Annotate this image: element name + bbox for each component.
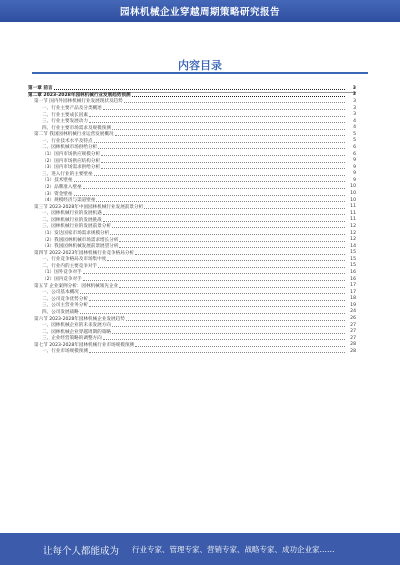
toc-entry[interactable]	[28, 171, 356, 178]
toc-entry[interactable]	[28, 276, 356, 283]
toc-entry-page: 10	[350, 184, 356, 190]
toc-leader-dots	[98, 145, 345, 149]
toc-entry-label: 第六节 2023-2028年园林机械企业发展趋势	[34, 316, 125, 322]
toc-entry-label: 第二章 2023-2028年园林机械行业发展趋势预测	[28, 92, 131, 98]
toc-entry-label: 一、行业竞争格局及市场集中度	[42, 257, 107, 263]
toc-entry-page: 18	[350, 296, 356, 302]
toc-entry[interactable]	[28, 342, 356, 349]
toc-entry-label: （1）技术壁垒	[42, 178, 73, 184]
toc-entry-page: 3	[352, 85, 356, 91]
toc-entry-page: 15	[350, 263, 356, 269]
toc-leader-dots	[89, 303, 345, 307]
toc-entry-label: 二、园林机械行业的发展挑战	[42, 217, 102, 223]
toc-entry-label: 第三节 2023-2028年中国园林机械行业发展前景分析	[34, 204, 144, 210]
toc-entry-page: 15	[350, 250, 356, 256]
toc-leader-dots	[94, 172, 345, 176]
toc-leader-dots	[83, 185, 345, 189]
toc-entry-page: 14	[350, 243, 356, 249]
toc-entry-page: 15	[350, 256, 356, 262]
toc-entry-label: （1）国内市场供应规模分析	[42, 152, 101, 158]
toc-entry-page: 28	[350, 348, 356, 354]
toc-entry-label: 四、公司发展战略	[42, 309, 79, 315]
toc-entry-page: 27	[350, 335, 356, 341]
toc-entry-label: 第二节 我国园林机械行业运营发展概况	[34, 132, 114, 138]
toc-leader-dots	[144, 205, 345, 209]
toc-entry-label: 第一章 前言	[28, 86, 53, 92]
toc-entry[interactable]	[28, 157, 356, 164]
title-divider	[32, 72, 368, 74]
toc-leader-dots	[103, 106, 345, 110]
toc-leader-dots	[107, 257, 345, 261]
toc-entry-label: （2）品牌准入壁垒	[42, 184, 82, 190]
toc-entry[interactable]	[28, 348, 356, 355]
toc-leader-dots	[101, 165, 345, 169]
toc-entry-label: 一、行业主要产品及分类概述	[42, 106, 102, 112]
toc-leader-dots	[112, 323, 345, 327]
toc-leader-dots	[119, 244, 345, 248]
toc-entry-page: 16	[350, 269, 356, 275]
toc-leader-dots	[103, 336, 345, 340]
toc-entry-label: （3）国内市场需求供给分析	[42, 165, 101, 171]
toc-entry-page: 6	[353, 144, 356, 150]
toc-entry-label: 三、园林机械行业的发展前景分析	[42, 224, 111, 230]
toc-entry[interactable]	[28, 177, 356, 184]
toc-entry-label: （4）规模经济与渠道壁垒	[42, 198, 96, 204]
toc-entry-page: 12	[350, 223, 356, 229]
toc-entry-page: 28	[350, 342, 356, 348]
toc-entry-label: （2）我国园林机械市场需求增长分析	[42, 237, 119, 243]
toc-entry-page: 9	[353, 158, 356, 164]
toc-leader-dots	[119, 284, 345, 288]
toc-entry-page: 19	[350, 302, 356, 308]
toc-entry[interactable]	[28, 197, 356, 204]
toc-entry-page: 12	[350, 237, 356, 243]
toc-entry[interactable]	[28, 105, 356, 112]
table-of-contents	[28, 85, 356, 355]
toc-leader-dots	[98, 264, 345, 268]
toc-entry-page: 4	[353, 125, 356, 131]
toc-entry[interactable]	[28, 124, 356, 131]
toc-entry[interactable]	[28, 138, 356, 145]
toc-entry[interactable]	[28, 282, 356, 289]
toc-entry[interactable]	[28, 289, 356, 296]
toc-entry-page: 11	[350, 217, 356, 223]
toc-entry-label: 二、园林机械企业穿越周期的策略	[42, 329, 111, 335]
toc-entry[interactable]	[28, 190, 356, 197]
toc-entry[interactable]	[28, 144, 356, 151]
toc-entry-label: （1）国外竞争对手	[42, 270, 82, 276]
toc-entry-label: 第四节 2022-2023年园林机械行业竞争格局分析	[34, 250, 135, 256]
toc-leader-dots	[112, 224, 345, 228]
toc-entry[interactable]	[28, 269, 356, 276]
toc-entry-page: 27	[350, 322, 356, 328]
toc-entry-label: 一、行业市场规模预测	[42, 349, 88, 355]
toc-leader-dots	[74, 192, 346, 196]
toc-leader-dots	[124, 99, 345, 103]
toc-entry-page: 17	[350, 289, 356, 295]
toc-leader-dots	[83, 270, 345, 274]
toc-entry-label: （2）国内竞争对手	[42, 277, 82, 283]
toc-entry-label: （3）资金壁垒	[42, 191, 73, 197]
toc-entry-page: 3	[353, 105, 356, 111]
toc-entry[interactable]	[28, 256, 356, 263]
toc-leader-dots	[126, 317, 345, 321]
toc-entry-label: 一、公司基本概况	[42, 290, 79, 296]
toc-entry-label: （3）我国园林机械发展前景展望分析	[42, 244, 119, 250]
toc-entry-page: 27	[350, 329, 356, 335]
header-bar	[0, 0, 400, 22]
toc-entry-label: （2）国内市场供应结构分析	[42, 158, 101, 164]
footer-tagline: 行业专家、管理专家、营销专家、战略专家、成功企业家……	[132, 545, 335, 554]
toc-entry-label: 二、园林机械市场供给分析	[42, 145, 98, 151]
toc-entry[interactable]	[28, 263, 356, 270]
toc-entry[interactable]	[28, 328, 356, 335]
toc-entry-page: 24	[350, 309, 356, 315]
toc-entry[interactable]	[28, 131, 356, 138]
toc-entry-page: 10	[350, 197, 356, 203]
toc-entry[interactable]	[28, 230, 356, 237]
toc-leader-dots	[94, 139, 345, 143]
toc-entry[interactable]	[28, 309, 356, 316]
toc-entry-page: 9	[353, 177, 356, 183]
toc-entry-label: 四、行业主要市场需求及规模预测	[42, 125, 111, 131]
toc-entry-label: 一、行业技术水平及特点	[42, 138, 93, 144]
toc-entry-page: 3	[352, 92, 356, 98]
toc-entry[interactable]	[28, 335, 356, 342]
toc-leader-dots	[54, 86, 345, 90]
toc-leader-dots	[80, 290, 345, 294]
toc-entry[interactable]	[28, 151, 356, 158]
toc-leader-dots	[89, 297, 345, 301]
toc-entry-label: 一、园林机械行业的发展机遇	[42, 211, 102, 217]
toc-entry-label: 二、行业内的主要竞争对手	[42, 263, 98, 269]
toc-entry-page: 6	[353, 151, 356, 157]
toc-leader-dots	[115, 132, 345, 136]
toc-entry[interactable]	[28, 217, 356, 224]
toc-leader-dots	[89, 119, 345, 123]
toc-leader-dots	[80, 310, 345, 314]
toc-leader-dots	[135, 343, 345, 347]
toc-entry[interactable]	[28, 236, 356, 243]
report-title: 园林机械企业穿越周期策略研究报告	[119, 7, 280, 18]
toc-entry[interactable]	[28, 92, 356, 99]
toc-entry[interactable]	[28, 315, 356, 322]
toc-entry-page: 4	[353, 118, 356, 124]
toc-entry-page: 10	[350, 191, 356, 197]
footer-slogan: 让每个人都能成为	[43, 546, 120, 557]
toc-entry-page: 11	[350, 204, 356, 210]
toc-entry[interactable]	[28, 322, 356, 329]
toc-entry-page: 17	[350, 283, 356, 289]
toc-entry-label: 第七节 2023-2028年园林机械行业市场规模预测	[34, 342, 135, 348]
toc-entry-label: 三、公司主营业务分析	[42, 303, 88, 309]
toc-entry-page: 9	[353, 171, 356, 177]
toc-leader-dots	[89, 113, 345, 117]
toc-entry[interactable]	[28, 118, 356, 125]
toc-leader-dots	[83, 277, 345, 281]
toc-leader-dots	[112, 330, 345, 334]
toc-entry[interactable]	[28, 203, 356, 210]
toc-entry-label: 一、园林机械企业的未来发展方向	[42, 323, 111, 329]
toc-entry-page: 5	[353, 131, 356, 137]
toc-leader-dots	[135, 251, 345, 255]
toc-entry-page: 3	[353, 112, 356, 118]
toc-entry[interactable]	[28, 85, 356, 92]
toc-leader-dots	[132, 93, 345, 97]
toc-leader-dots	[112, 126, 345, 130]
toc-entry-label: 三、进入行业的主要壁垒	[42, 171, 93, 177]
toc-entry-label: （1）发达国家市场需求规模分析	[42, 231, 110, 236]
toc-leader-dots	[103, 218, 345, 222]
toc-entry-label: 三、企业经营策略的调整方向	[42, 336, 102, 342]
toc-leader-dots	[101, 159, 345, 163]
toc-entry-page: 12	[350, 230, 356, 236]
toc-leader-dots	[96, 198, 345, 202]
toc-entry-page: 5	[353, 138, 356, 144]
toc-title: 内容目录	[178, 59, 222, 72]
toc-leader-dots	[119, 238, 345, 242]
toc-entry-label: 二、行业主要成长因素	[42, 112, 88, 118]
toc-leader-dots	[74, 178, 346, 182]
toc-entry-label: 二、公司竞争优势分析	[42, 296, 88, 302]
toc-entry-label: 三、行业主要发展动力	[42, 119, 88, 125]
toc-entry-page: 9	[353, 164, 356, 170]
toc-leader-dots	[103, 211, 345, 215]
toc-entry[interactable]	[28, 184, 356, 191]
toc-entry[interactable]	[28, 296, 356, 303]
toc-entry-label: 第五节 企业案例分析：园林机械领先企业	[34, 283, 119, 289]
toc-leader-dots	[101, 152, 345, 156]
toc-entry-page: 3	[353, 98, 356, 104]
toc-entry[interactable]	[28, 223, 356, 230]
toc-entry[interactable]	[28, 243, 356, 250]
toc-entry[interactable]	[28, 249, 356, 256]
toc-entry[interactable]	[28, 210, 356, 217]
footer-bar	[0, 533, 400, 565]
toc-entry-page: 11	[350, 210, 356, 216]
toc-entry-page: 16	[350, 276, 356, 282]
toc-entry-label: 第一节 国内外园林机械行业发展现状及趋势	[34, 99, 123, 105]
toc-entry[interactable]	[28, 164, 356, 171]
toc-entry-page: 26	[350, 316, 356, 322]
toc-entry[interactable]	[28, 302, 356, 309]
toc-entry[interactable]	[28, 111, 356, 118]
toc-leader-dots	[110, 231, 345, 235]
toc-leader-dots	[89, 349, 345, 353]
toc-entry[interactable]	[28, 98, 356, 105]
